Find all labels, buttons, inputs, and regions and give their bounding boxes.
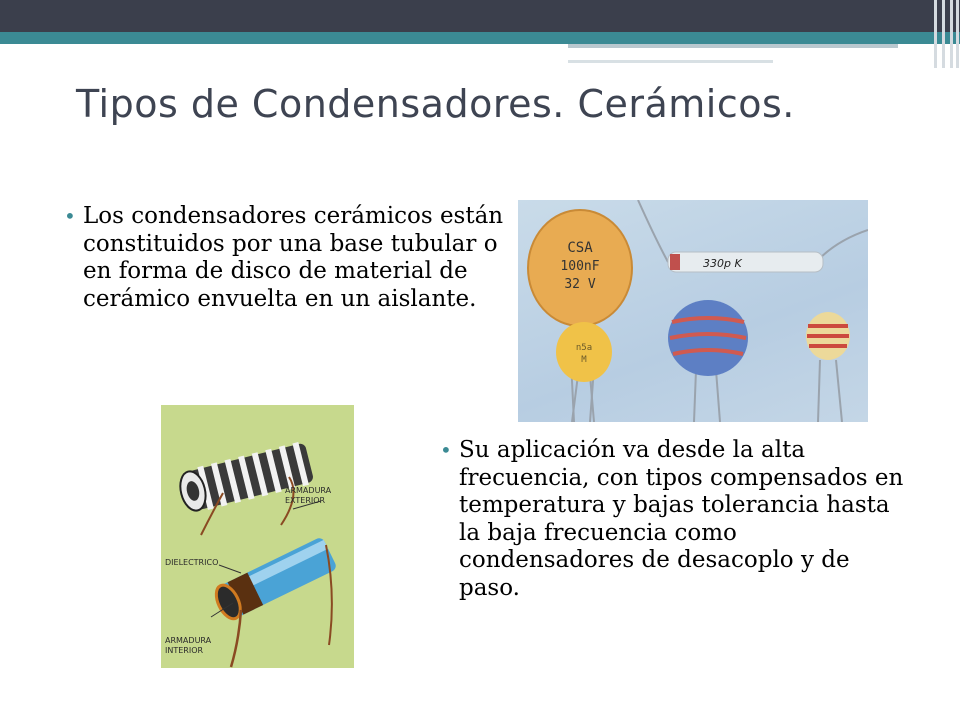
label-inner-armature-1: ARMADURA <box>165 636 212 645</box>
label-outer-armature-2: EXTERIOR <box>285 496 326 505</box>
label-outer-armature-1: ARMADURA <box>285 486 332 495</box>
tube-marking: 330p K <box>703 257 742 270</box>
bullet-item-2 <box>440 437 904 602</box>
small-disc-marking-1: n5a <box>575 343 593 353</box>
disc-marking-1: CSA <box>567 240 593 256</box>
slide-title: Tipos de Condensadores. Cerámicos. <box>76 82 795 126</box>
bullet-marker: • <box>440 438 452 462</box>
disc-marking-3: 32 V <box>564 277 596 292</box>
small-disc-marking-2: M <box>581 355 587 365</box>
label-inner-armature-2: INTERIOR <box>165 646 204 655</box>
top-bar-teal <box>0 32 960 44</box>
top-bar-accent-line <box>568 44 898 48</box>
bullet-text: Su aplicación va desde la alta frecuencia, con tipos compensados en temperatura y bajas tolerancia hasta la baja frecuencia como condensadores de desacoplo y de paso. <box>459 437 904 601</box>
bullet-text: Los condensadores cerámicos están constituidos por una base tubular o en forma de disco de material de cerámico envuelta en un aislante. <box>83 203 504 312</box>
top-bar-dark <box>0 0 960 32</box>
tubular-capacitor-diagram <box>161 405 354 668</box>
top-bar-decoration <box>930 0 960 68</box>
ceramic-capacitors-photo <box>518 200 868 422</box>
disc-marking-2: 100nF <box>560 259 600 274</box>
label-dielectric: DIELECTRICO <box>165 558 219 567</box>
bullet-item-1 <box>64 203 513 313</box>
top-bar-accent-line-2 <box>568 60 773 63</box>
bullet-marker: • <box>64 204 76 228</box>
